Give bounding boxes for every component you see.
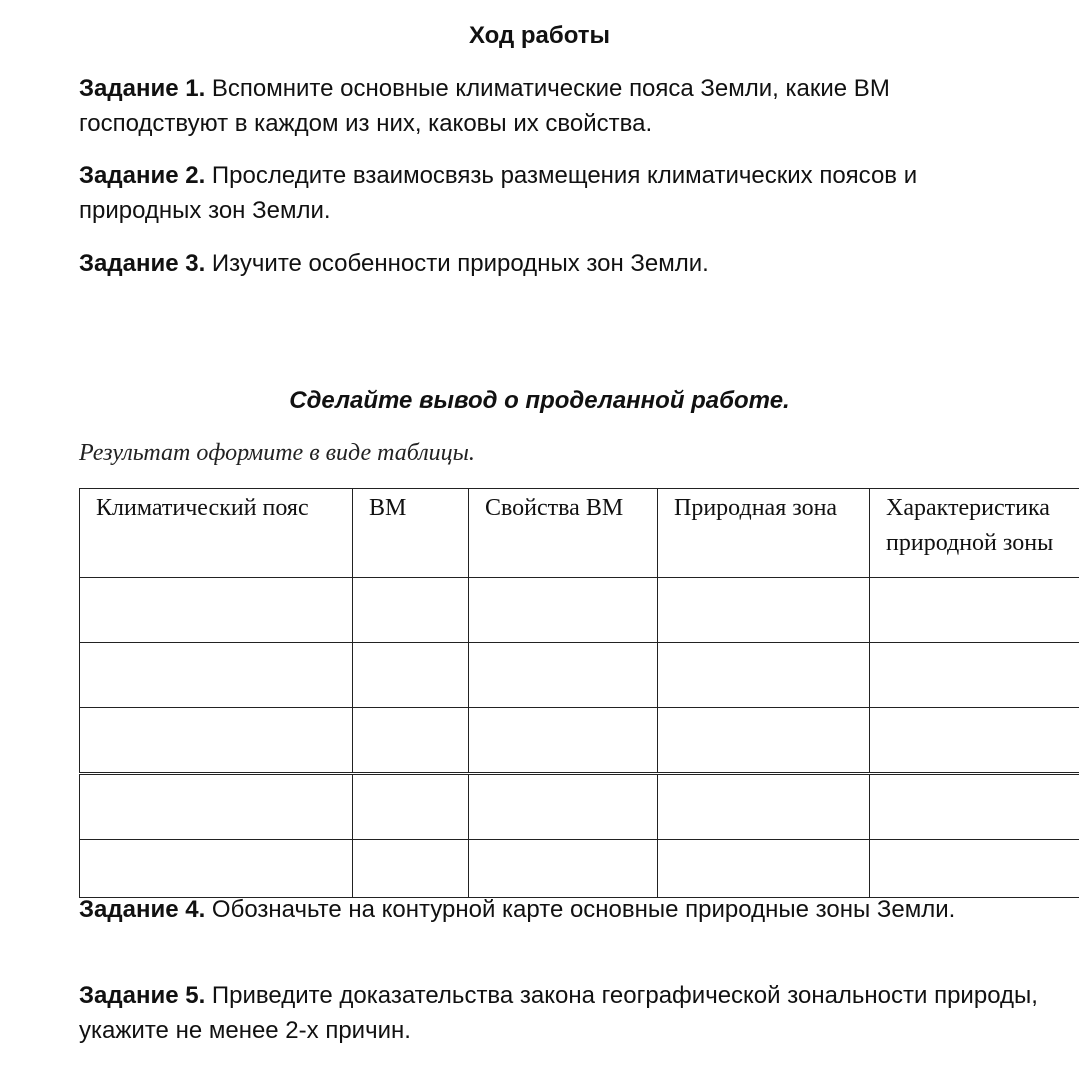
task-5 <box>79 978 1039 1048</box>
result-note: Результат оформите в виде таблицы. <box>79 440 475 466</box>
table-cell[interactable] <box>353 708 469 774</box>
table-cell[interactable] <box>870 643 1079 708</box>
table-cell[interactable] <box>80 840 353 898</box>
header-zone-characteristics: Характеристика природной зоны <box>870 489 1079 578</box>
table-cell[interactable] <box>870 840 1079 898</box>
task-4-text: Обозначьте на контурной карте основные природные зоны Земли. <box>211 896 956 923</box>
task-2-label: Задание 2. <box>79 162 206 189</box>
table-row <box>80 578 1079 643</box>
task-5-label: Задание 5. <box>79 982 206 1009</box>
header-natural-zone: Природная зона <box>658 489 870 578</box>
task-2-text: Проследите взаимосвязь размещения климатических поясов и природных зон Земли. <box>79 162 918 224</box>
table-row <box>80 774 1079 840</box>
task-4-label: Задание 4. <box>79 896 206 923</box>
table-cell[interactable] <box>469 840 658 898</box>
results-table <box>79 488 1079 898</box>
table-row <box>80 708 1079 774</box>
task-1-label: Задание 1. <box>79 75 206 102</box>
page-title: Ход работы <box>468 22 611 49</box>
table-cell[interactable] <box>658 578 870 643</box>
table-cell[interactable] <box>80 643 353 708</box>
table-cell[interactable] <box>469 578 658 643</box>
header-air-masses: ВМ <box>353 489 469 578</box>
table-cell[interactable] <box>353 578 469 643</box>
table-cell[interactable] <box>658 774 870 840</box>
table-cell[interactable] <box>80 708 353 774</box>
table-cell[interactable] <box>658 840 870 898</box>
table-cell[interactable] <box>658 643 870 708</box>
table-cell[interactable] <box>469 708 658 774</box>
header-climate-belt: Климатический пояс <box>80 489 353 578</box>
table-cell[interactable] <box>353 774 469 840</box>
table-header-row <box>80 489 1079 578</box>
table-row <box>80 643 1079 708</box>
task-3-label: Задание 3. <box>79 250 206 277</box>
table-row <box>80 840 1079 898</box>
task-3-text: Изучите особенности природных зон Земли. <box>211 250 709 277</box>
table-cell[interactable] <box>870 708 1079 774</box>
task-2 <box>79 158 1039 228</box>
table-cell[interactable] <box>870 578 1079 643</box>
task-5-text: Приведите доказательства закона географической зональности природы, укажите не менее 2-х причин. <box>79 982 1038 1044</box>
conclusion-heading: Сделайте вывод о проделанной работе. <box>289 387 790 414</box>
table-cell[interactable] <box>353 643 469 708</box>
table-cell[interactable] <box>353 840 469 898</box>
table-cell[interactable] <box>870 774 1079 840</box>
task-1-text: Вспомните основные климатические пояса Земли, какие ВМ господствуют в каждом из них, каковы их свойства. <box>79 75 890 137</box>
table-cell[interactable] <box>658 708 870 774</box>
task-1 <box>79 71 1039 141</box>
header-air-mass-properties: Свойства ВМ <box>469 489 658 578</box>
table-cell[interactable] <box>80 774 353 840</box>
table-cell[interactable] <box>469 774 658 840</box>
table-cell[interactable] <box>469 643 658 708</box>
task-4 <box>79 892 1039 927</box>
table-cell[interactable] <box>80 578 353 643</box>
task-3 <box>79 246 1039 281</box>
